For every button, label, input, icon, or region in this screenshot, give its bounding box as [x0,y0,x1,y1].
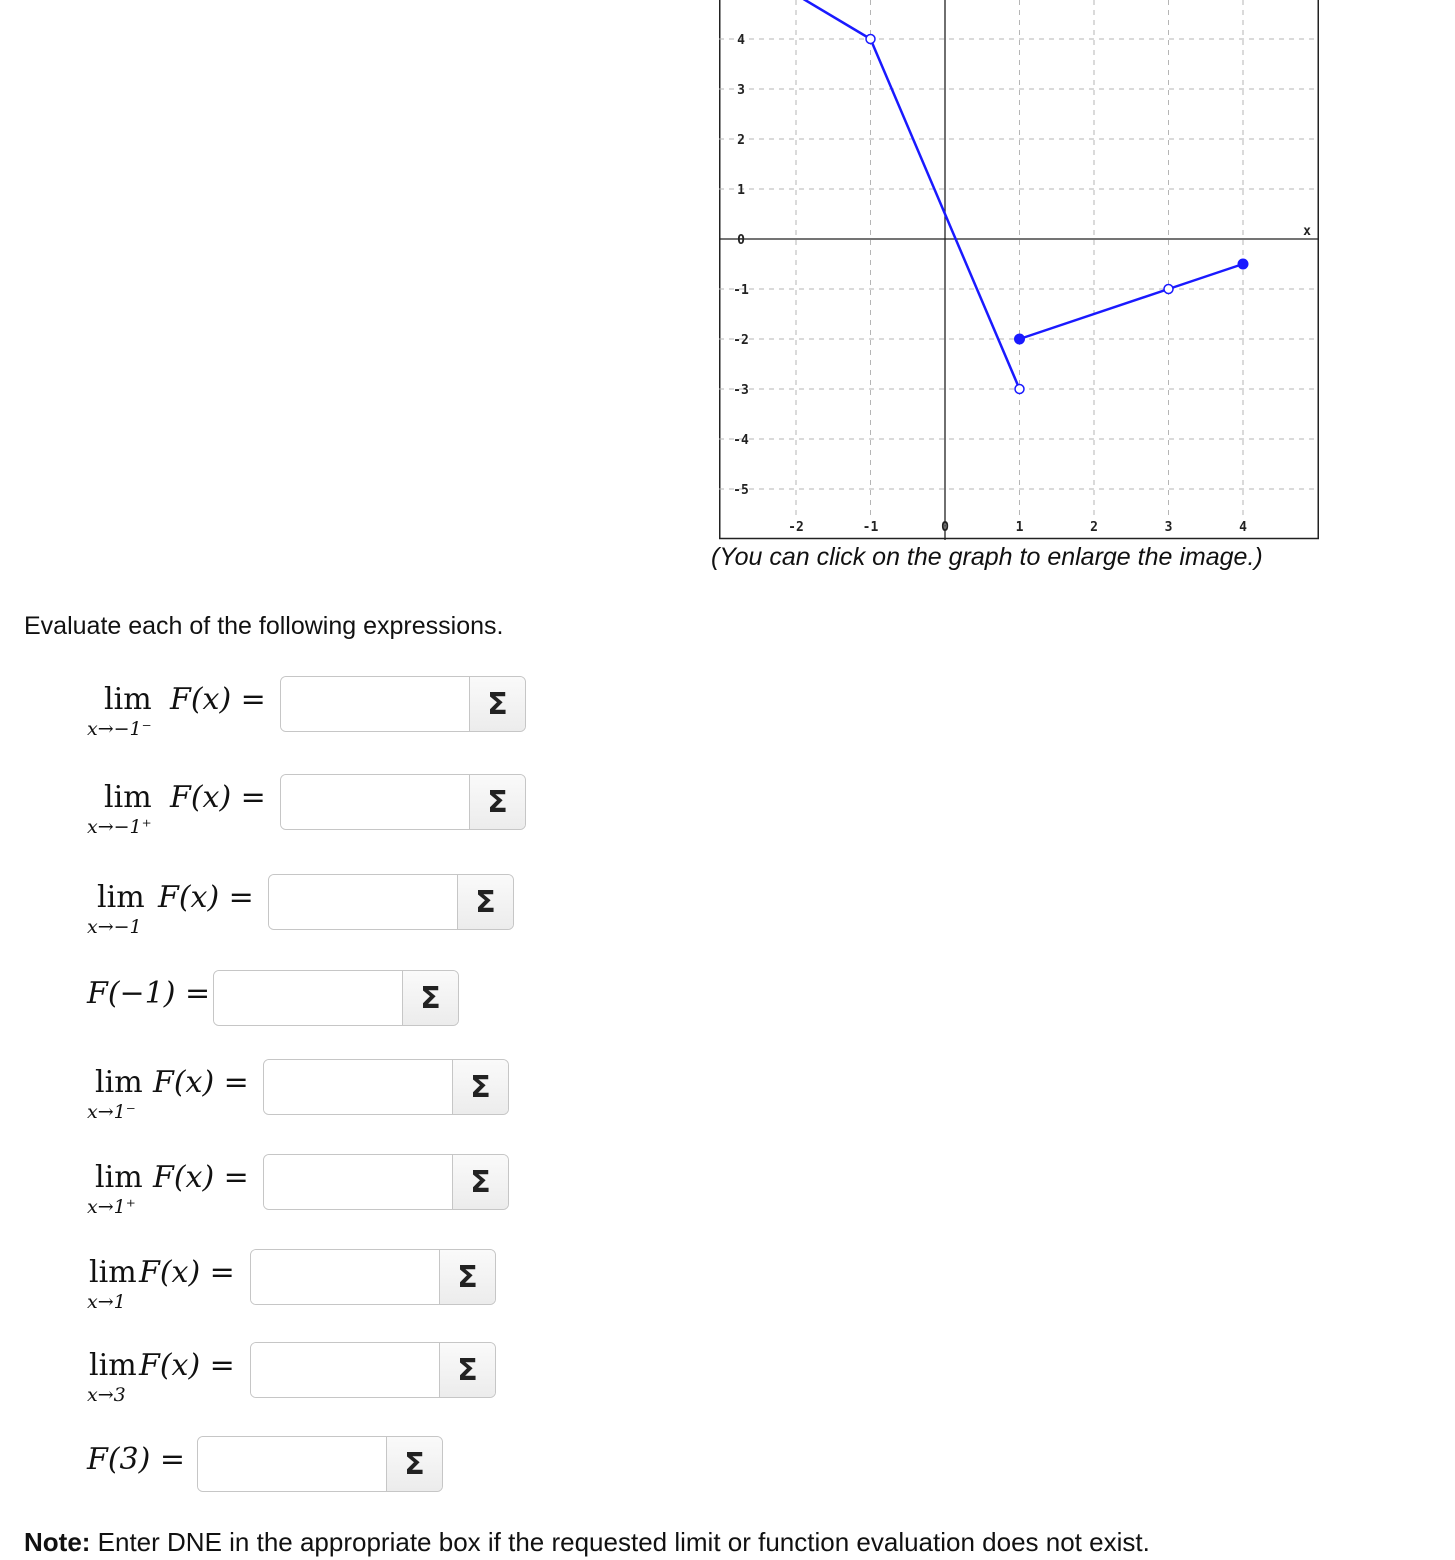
x-tick-label: -1 [862,520,879,535]
limit-subscript: x→−1⁺ [87,816,152,838]
answer-field [263,1059,509,1115]
y-tick-label: -3 [733,383,749,398]
closed-point [1015,334,1025,344]
lim-text: lim [104,682,152,717]
equation-editor-button[interactable]: Σ [439,1343,495,1397]
equation-editor-button[interactable]: Σ [452,1060,508,1114]
x-tick-label: 4 [1239,520,1247,535]
y-tick-label: 0 [737,233,745,248]
equation-editor-button[interactable]: Σ [386,1437,442,1491]
y-tick-label: -1 [733,283,749,298]
function-expression: F(x) = [170,780,266,815]
closed-point [1238,259,1248,269]
note-label: Note: [24,1527,91,1557]
open-point [1164,285,1173,294]
answer-input[interactable] [214,971,402,1025]
function-expression: F(x) = [153,1065,249,1100]
x-tick-label: -2 [788,520,804,535]
function-graph[interactable] [719,0,1319,540]
x-axis-label: x [1303,224,1311,239]
function-expression: F(−1) = [87,976,211,1011]
equation-editor-button[interactable]: Σ [439,1250,495,1304]
lim-text: lim [95,1160,143,1195]
y-tick-label: 1 [737,183,745,198]
limit-subscript: x→1⁻ [87,1101,136,1123]
limit-subscript: x→3 [87,1384,126,1406]
equation-editor-button[interactable]: Σ [452,1155,508,1209]
answer-field [263,1154,509,1210]
answer-input[interactable] [281,775,469,829]
graph-canvas[interactable] [719,0,1319,540]
equation-editor-button[interactable]: Σ [457,875,513,929]
lim-text: lim [104,780,152,815]
answer-field [197,1436,443,1492]
y-tick-label: -4 [733,433,749,448]
answer-input[interactable] [251,1250,439,1304]
function-expression: F(x) = [139,1255,235,1290]
equation-editor-button[interactable]: Σ [469,677,525,731]
y-tick-label: 2 [737,133,745,148]
answer-field [280,774,526,830]
answer-field [250,1249,496,1305]
limit-subscript: x→−1⁻ [87,718,152,740]
x-tick-label: 0 [941,520,949,535]
x-tick-label: 2 [1090,520,1098,535]
open-point [1015,385,1024,394]
function-expression: F(x) = [139,1348,235,1383]
function-expression: F(x) = [158,880,254,915]
function-expression: F(3) = [87,1442,185,1477]
lim-text: lim [89,1348,137,1383]
y-tick-label: -5 [733,483,749,498]
answer-input[interactable] [264,1155,452,1209]
function-expression: F(x) = [170,682,266,717]
lim-text: lim [97,880,145,915]
answer-field [268,874,514,930]
x-tick-label: 3 [1164,520,1173,535]
y-tick-label: 4 [737,33,745,48]
lim-text: lim [89,1255,137,1290]
answer-field [280,676,526,732]
note-text [24,1527,1150,1558]
answer-input[interactable] [198,1437,386,1491]
function-expression: F(x) = [153,1160,249,1195]
answer-input[interactable] [281,677,469,731]
answer-input[interactable] [251,1343,439,1397]
lim-text: lim [95,1065,143,1100]
answer-field [213,970,459,1026]
answer-input[interactable] [269,875,457,929]
graph-caption: (You can click on the graph to enlarge the image.) [711,543,1263,571]
limit-subscript: x→1⁺ [87,1196,136,1218]
y-tick-label: 3 [737,83,745,98]
equation-editor-button[interactable]: Σ [402,971,458,1025]
limit-subscript: x→−1 [87,916,142,938]
instructions-text: Evaluate each of the following expressions. [24,612,504,640]
limit-subscript: x→1 [87,1291,126,1313]
y-tick-label: -2 [733,333,749,348]
equation-editor-button[interactable]: Σ [469,775,525,829]
answer-input[interactable] [264,1060,452,1114]
answer-field [250,1342,496,1398]
open-point [866,35,875,44]
note-body: Enter DNE in the appropriate box if the requested limit or function evaluation does not exist. [90,1527,1150,1557]
x-tick-label: 1 [1015,520,1024,535]
